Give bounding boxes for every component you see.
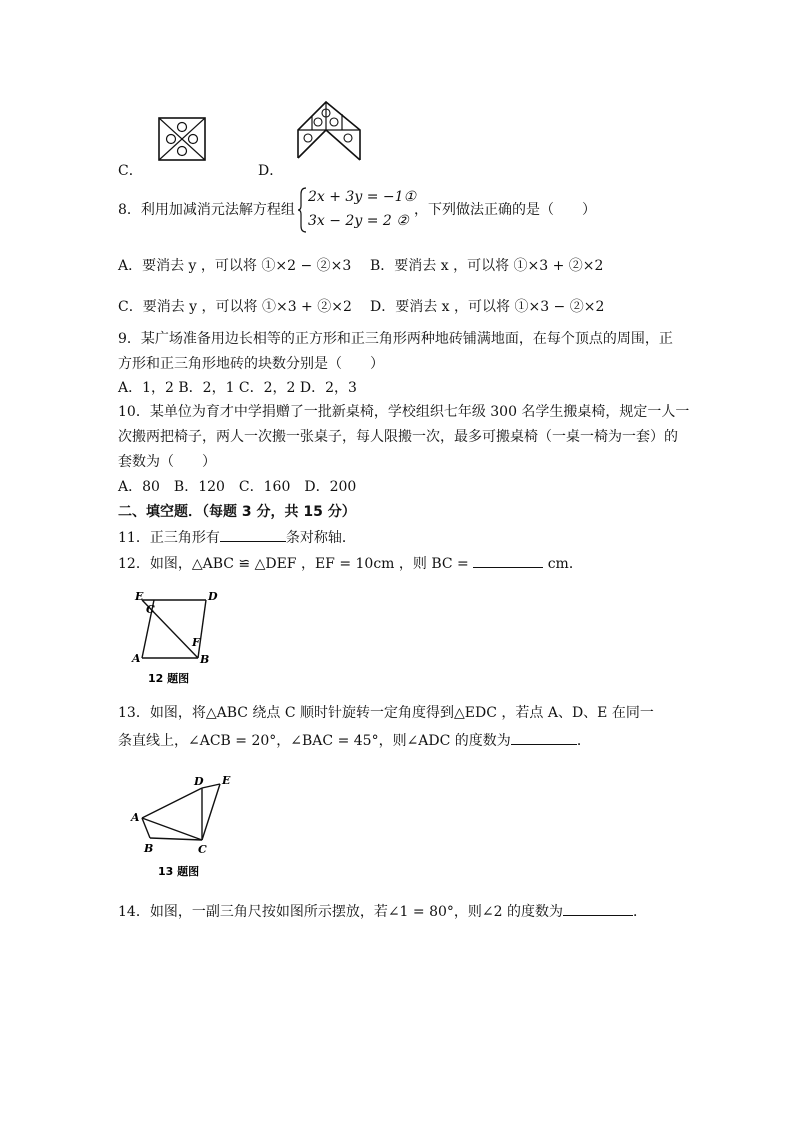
q14-suffix: ． — [632, 904, 647, 920]
q8-stem-prefix: 8．利用加减消元法解方程组 — [118, 202, 295, 218]
q12-answer-blank[interactable] — [473, 553, 543, 568]
q13-point-a: A — [131, 811, 140, 824]
q10-line-1: 10．某单位为育才中学捐赠了一批新桌椅，学校组织七年级 300 名学生搬桌椅，规定一人一 — [118, 404, 690, 420]
q14-prefix: 14．如图，一副三角尺按如图所示摆放，若∠1 = 80°，则∠2 的度数为 — [118, 904, 563, 920]
q13-point-e: E — [222, 774, 231, 787]
q12-point-d: D — [208, 590, 218, 603]
q12-figure-caption: 12 题图 — [148, 672, 190, 685]
q9-line-2: 方形和正三角形地砖的块数分别是（ ） — [118, 356, 384, 372]
q13-point-d: D — [194, 775, 204, 788]
q13-line-2-prefix: 条直线上，∠ACB = 20°，∠BAC = 45°，则∠ADC 的度数为 — [118, 733, 511, 749]
q13-figure-caption: 13 题图 — [158, 865, 200, 878]
q7-option-d-label: D． — [258, 163, 284, 179]
q13-line-1: 13．如图，将△ABC 绕点 C 顺时针旋转一定角度得到△EDC ，若点 A、D、E 在同一 — [118, 705, 654, 721]
q10-options: A．80 B．120 C．160 D．200 — [118, 479, 357, 495]
q11-prefix: 11．正三角形有 — [118, 530, 220, 546]
q10-line-3: 套数为（ ） — [118, 454, 216, 470]
q12-point-e: E — [135, 590, 144, 603]
q13-point-c: C — [198, 843, 207, 856]
q8-stem-suffix: ，下列做法正确的是（ ） — [414, 202, 596, 218]
q10-line-2: 次搬两把椅子，两人一次搬一张桌子，每人限搬一次，最多可搬桌椅（一桌一椅为一套）的 — [118, 429, 678, 445]
q11-suffix: 条对称轴． — [285, 530, 356, 546]
q12-point-b: B — [200, 653, 210, 666]
q8-option-c: C．要消去 y ，可以将 ①×3 + ②×2 — [118, 299, 352, 315]
q12-suffix: cm． — [547, 556, 583, 572]
q13-answer-blank[interactable] — [511, 730, 577, 745]
q8-option-d: D．要消去 x ，可以将 ①×3 − ②×2 — [370, 299, 605, 315]
q13-figure — [128, 768, 238, 882]
q14-line — [118, 901, 647, 921]
q12-point-f: F — [192, 636, 200, 649]
q8-option-a: A．要消去 y ，可以将 ①×2 − ②×3 — [118, 258, 352, 274]
q7-option-c-figure — [158, 117, 208, 163]
q13-line-2 — [118, 730, 591, 750]
section-2-heading: 二、填空题．（每题 3 分，共 15 分） — [118, 504, 356, 520]
q12-point-c: C — [146, 603, 155, 616]
q12-point-a: A — [132, 652, 141, 665]
q11-line — [118, 527, 356, 547]
q14-answer-blank[interactable] — [563, 901, 633, 916]
q9-options: A．1，2 B．2，1 C．2，2 D．2，3 — [118, 380, 357, 396]
q7-option-d-figure — [294, 100, 366, 164]
q9-line-1: 9．某广场准备用边长相等的正方形和正三角形两种地砖铺满地面，在每个顶点的周围，正 — [118, 331, 673, 347]
q13-line-2-suffix: ． — [576, 733, 591, 749]
q12-line — [118, 553, 583, 573]
q8-system-brace — [298, 186, 308, 234]
q8-equation-1: 2x + 3y = −1① — [308, 189, 417, 205]
q11-answer-blank[interactable] — [220, 527, 286, 542]
q8-option-b: B．要消去 x ，可以将 ①×3 + ②×2 — [370, 258, 604, 274]
q7-option-c-label: C． — [118, 163, 143, 179]
q8-equation-2: 3x − 2y = 2 ② — [308, 213, 409, 229]
q12-figure — [128, 586, 228, 686]
q12-prefix: 12．如图，△ABC ≌ △DEF ，EF = 10cm ，则 BC = — [118, 556, 469, 572]
q13-point-b: B — [144, 842, 154, 855]
